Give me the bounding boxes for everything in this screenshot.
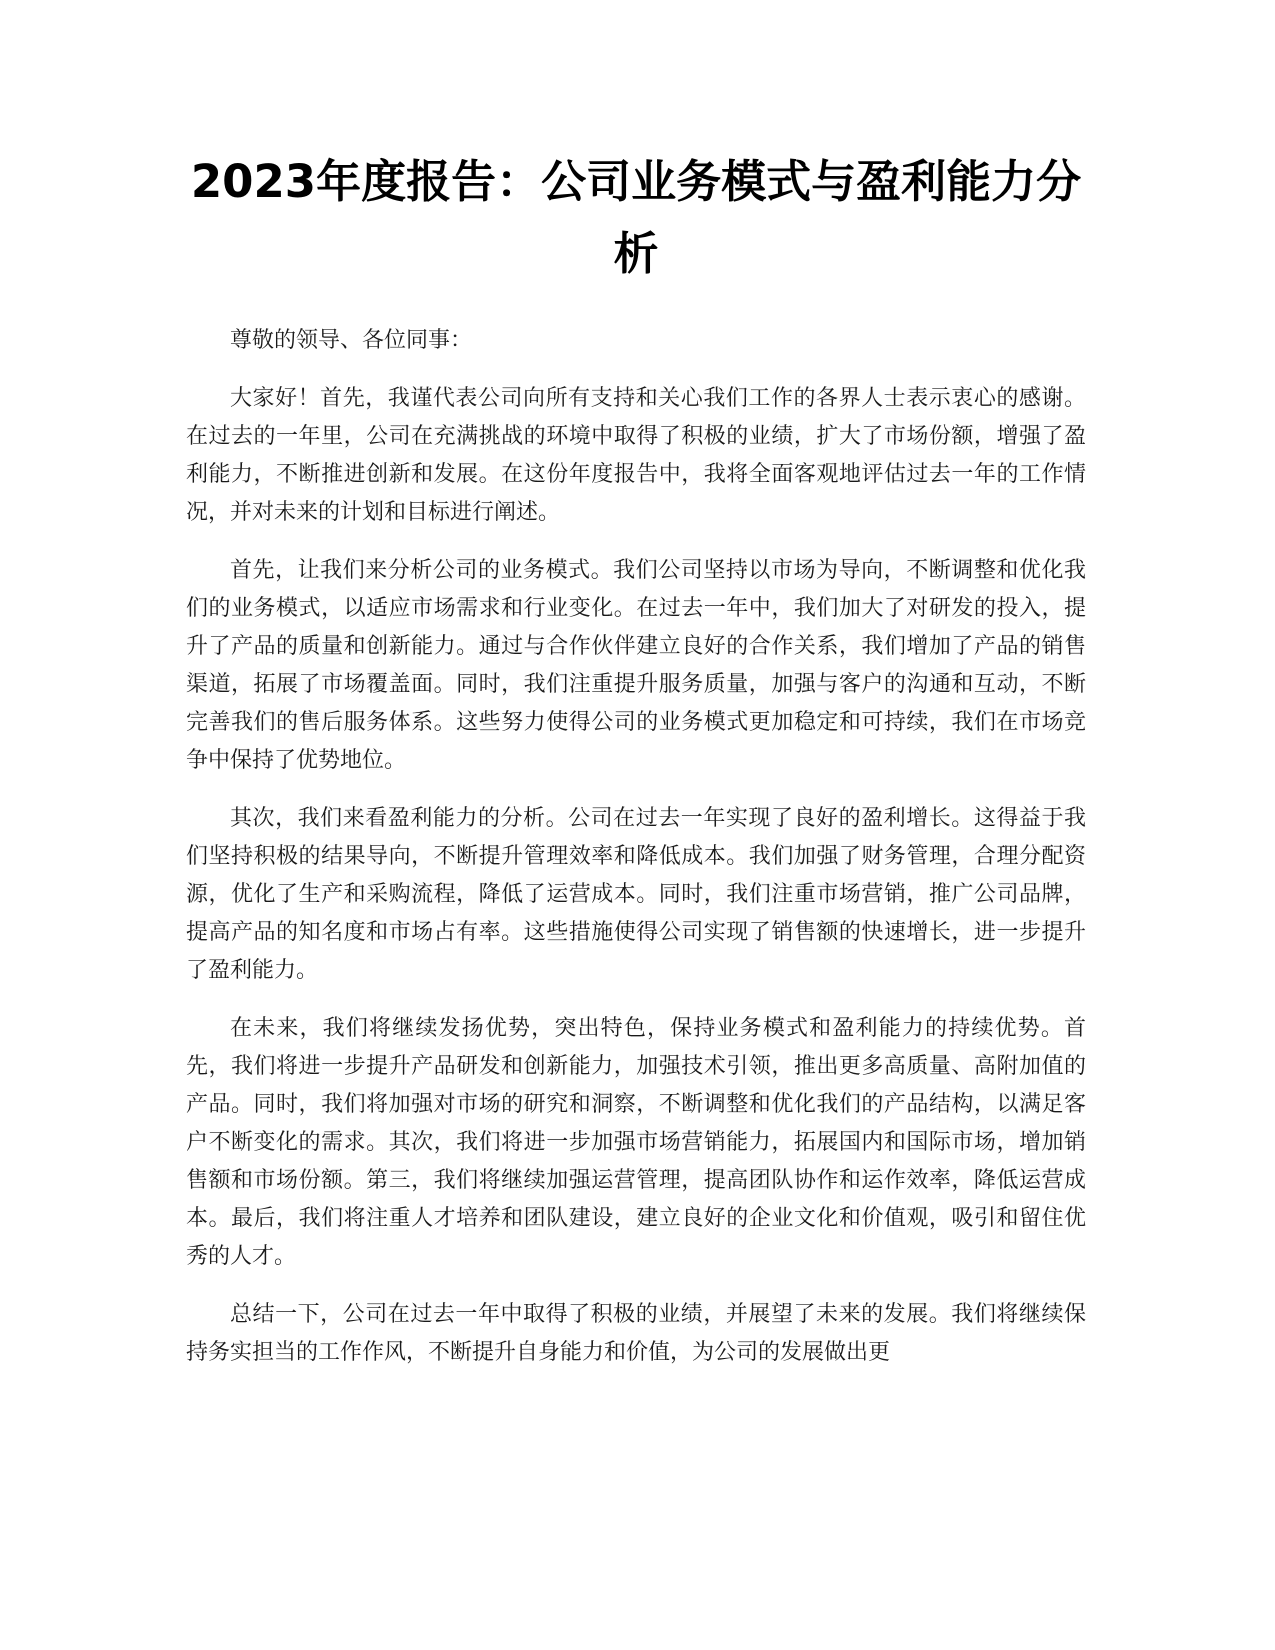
paragraph-future-plan: 在未来，我们将继续发扬优势，突出特色，保持业务模式和盈利能力的持续优势。首先，我们将进一步提升产品研发和创新能力，加强技术引领，推出更多高质量、高附加值的产品。同时，我们将加强对市场的研究和洞察，不断调整和优化我们的产品结构，以满足客户不断变化的需求。其次，我们将进一步加强市场营销能力，拓展国内和国际市场，增加销售额和市场份额。第三，我们将继续加强运营管理，提高团队协作和运作效率，降低运营成本。最后，我们将注重人才培养和团队建设，建立良好的企业文化和价值观，吸引和留住优秀的人才。 bbox=[186, 1016, 1086, 1269]
document-body bbox=[186, 322, 1086, 1392]
document-title: 2023年度报告：公司业务模式与盈利能力分析 bbox=[190, 155, 1082, 280]
paragraph-summary: 总结一下，公司在过去一年中取得了积极的业绩，并展望了未来的发展。我们将继续保持务实担当的工作作风，不断提升自身能力和价值，为公司的发展做出更 bbox=[186, 1302, 1086, 1365]
paragraph-business-model: 首先，让我们来分析公司的业务模式。我们公司坚持以市场为导向，不断调整和优化我们的业务模式，以适应市场需求和行业变化。在过去一年中，我们加大了对研发的投入，提升了产品的质量和创新能力。通过与合作伙伴建立良好的合作关系，我们增加了产品的销售渠道，拓展了市场覆盖面。同时，我们注重提升服务质量，加强与客户的沟通和互动，不断完善我们的售后服务体系。这些努力使得公司的业务模式更加稳定和可持续，我们在市场竞争中保持了优势地位。 bbox=[186, 558, 1086, 773]
salutation: 尊敬的领导、各位同事： bbox=[230, 328, 473, 353]
paragraph-profitability: 其次，我们来看盈利能力的分析。公司在过去一年实现了良好的盈利增长。这得益于我们坚持积极的结果导向，不断提升管理效率和降低成本。我们加强了财务管理，合理分配资源，优化了生产和采购流程，降低了运营成本。同时，我们注重市场营销，推广公司品牌，提高产品的知名度和市场占有率。这些措施使得公司实现了销售额的快速增长，进一步提升了盈利能力。 bbox=[186, 806, 1086, 983]
paragraph-intro: 大家好！首先，我谨代表公司向所有支持和关心我们工作的各界人士表示衷心的感谢。在过去的一年里，公司在充满挑战的环境中取得了积极的业绩，扩大了市场份额，增强了盈利能力，不断推进创新和发展。在这份年度报告中，我将全面客观地评估过去一年的工作情况，并对未来的计划和目标进行阐述。 bbox=[186, 386, 1086, 525]
